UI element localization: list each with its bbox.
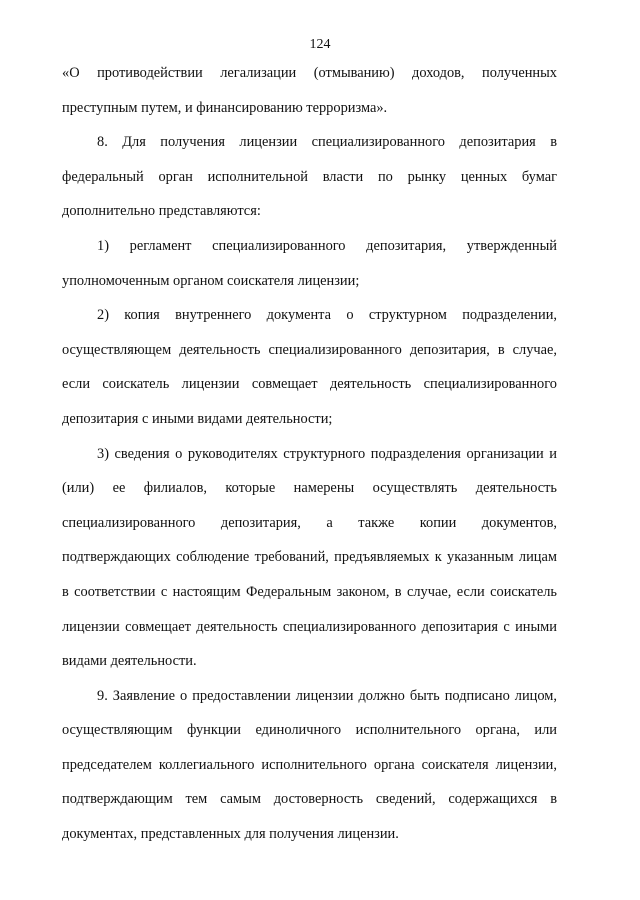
paragraph-subitem-2: 2) копия внутреннего документа о структурном подразделении, осуществляющем деятельность специализированного депозитария, в случае, если соискатель лицензии совмещает деятельность специализированного депозитария с иными видами деятельности; bbox=[62, 307, 557, 427]
page-number: 124 bbox=[309, 37, 331, 52]
paragraph-subitem-1: 1) регламент специализированного депозитария, утвержденный уполномоченным органом соискателя лицензии; bbox=[62, 237, 557, 289]
document-body bbox=[62, 56, 557, 852]
paragraph-subitem-3: 3) сведения о руководителях структурного подразделения организации и (или) ее филиалов, которые намерены осуществлять деятельность специализированного депозитария, а также копии документов, подтверждающих соблюдение требований, предъявляемых к указанным лицам в соответствии с настоящим Федеральным законом, в случае, если соискатель лицензии совмещает деятельность специализированного депозитария с иными видами деятельности. bbox=[62, 445, 557, 670]
paragraph-law-title-continuation: «О противодействии легализации (отмыванию) доходов, полученных преступным путем, и финансированию терроризма». bbox=[62, 65, 557, 116]
paragraph-item-8: 8. Для получения лицензии специализированного депозитария в федеральный орган исполнительной власти по рынку ценных бумаг дополнительно представляются: bbox=[62, 134, 557, 220]
paragraph-item-9: 9. Заявление о предоставлении лицензии должно быть подписано лицом, осуществляющим функции единоличного исполнительного органа, или председателем коллегиального исполнительного органа соискателя лицензии, подтверждающим тем самым достоверность сведений, содержащихся в документах, представленных для получения лицензии. bbox=[62, 687, 557, 843]
